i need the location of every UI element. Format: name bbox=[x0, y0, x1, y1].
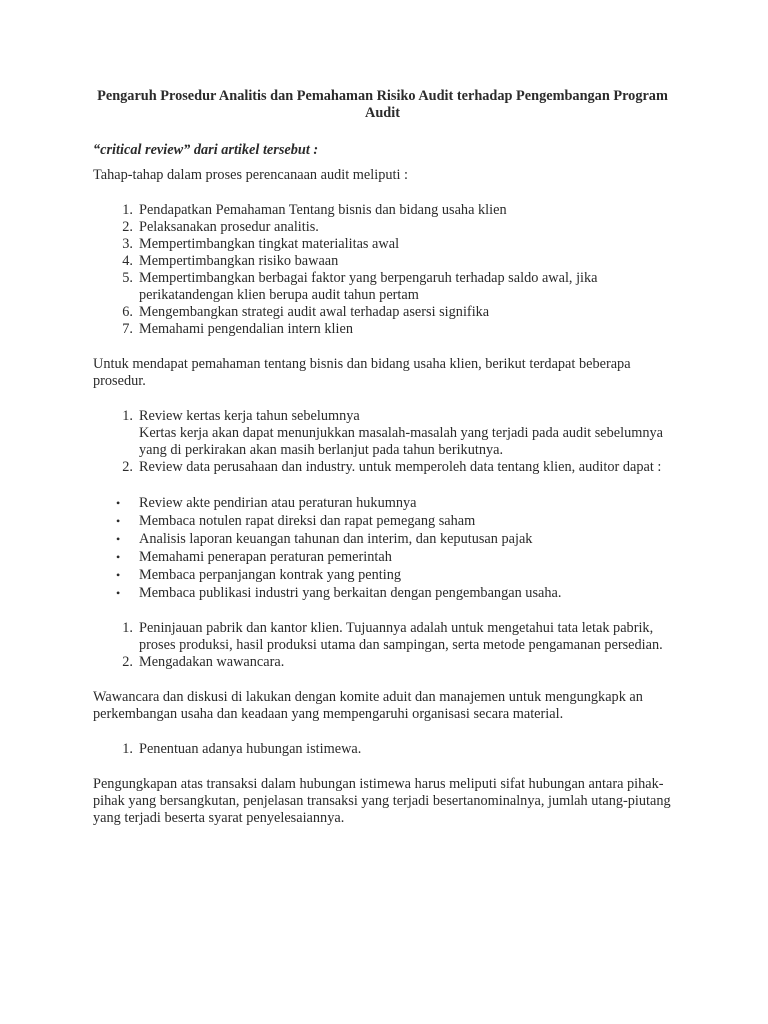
bullet-text: Membaca perpanjangan kontrak yang penting bbox=[139, 567, 402, 583]
bullet-icon: • bbox=[116, 532, 121, 546]
visits-list bbox=[93, 620, 672, 671]
bullet-icon: • bbox=[116, 568, 121, 582]
list-item bbox=[93, 321, 672, 338]
list-item bbox=[93, 459, 672, 476]
bullet-text: Membaca publikasi industri yang berkaitan dengan pengembangan usaha. bbox=[139, 585, 562, 601]
bullet-icon: • bbox=[116, 550, 121, 564]
interview-paragraph: Wawancara dan diskusi di lakukan dengan komite aduit dan manajemen untuk mengungkapk an perkembangan usaha dan keadaan yang mempengaruhi organisasi secara material. bbox=[93, 689, 643, 722]
list-number: 5. bbox=[122, 270, 133, 286]
list-item-text: Mempertimbangkan tingkat materialitas awal bbox=[139, 236, 400, 252]
document-title: Pengaruh Prosedur Analitis dan Pemahaman Risiko Audit terhadap Pengembangan Program Audit bbox=[97, 88, 668, 121]
list-number: 1. bbox=[122, 620, 133, 636]
bullet-text: Analisis laporan keuangan tahunan dan interim, dan keputusan pajak bbox=[139, 531, 533, 547]
intro-paragraph: Tahap-tahap dalam proses perencanaan audit meliputi : bbox=[93, 167, 408, 183]
bullet-item bbox=[93, 494, 672, 512]
list-number: 3. bbox=[122, 236, 133, 252]
data-review-bullets bbox=[93, 494, 672, 602]
list-number: 7. bbox=[122, 321, 133, 337]
list-number: 2. bbox=[122, 459, 133, 475]
bullet-item bbox=[93, 512, 672, 530]
special-relation-list bbox=[93, 741, 672, 758]
list-number: 2. bbox=[122, 219, 133, 235]
list-item-text: Pelaksanakan prosedur analitis. bbox=[139, 219, 319, 235]
bullet-text: Review akte pendirian atau peraturan hukumnya bbox=[139, 495, 417, 511]
list-item bbox=[93, 741, 672, 758]
list-item-text: Mengembangkan strategi audit awal terhadap asersi signifika bbox=[139, 304, 490, 320]
bullet-text: Membaca notulen rapat direksi dan rapat pemegang saham bbox=[139, 513, 476, 529]
list-item-text: Mengadakan wawancara. bbox=[139, 654, 285, 670]
document-subtitle: “critical review” dari artikel tersebut : bbox=[93, 142, 319, 158]
list-item bbox=[93, 202, 672, 219]
list-item-text: Memahami pengendalian intern klien bbox=[139, 321, 353, 337]
list-item bbox=[93, 620, 672, 654]
list-item bbox=[93, 304, 672, 321]
list-item-text: Pendapatkan Pemahaman Tentang bisnis dan bidang usaha klien bbox=[139, 202, 507, 218]
bullet-text: Memahami penerapan peraturan pemerintah bbox=[139, 549, 392, 565]
bullet-icon: • bbox=[116, 496, 121, 510]
bullet-item bbox=[93, 548, 672, 566]
list-number: 6. bbox=[122, 304, 133, 320]
list-item-text: Mempertimbangkan berbagai faktor yang berpengaruh terhadap saldo awal, jika perikatandengan klien berupa audit tahun pertam bbox=[139, 270, 598, 303]
bullet-icon: • bbox=[116, 514, 121, 528]
list-item-text: Mempertimbangkan risiko bawaan bbox=[139, 253, 339, 269]
list-item-text: Penentuan adanya hubungan istimewa. bbox=[139, 741, 362, 757]
list-number: 1. bbox=[122, 741, 133, 757]
list-number: 2. bbox=[122, 654, 133, 670]
bullet-icon: • bbox=[116, 586, 121, 600]
list-item bbox=[93, 408, 672, 459]
bullet-item bbox=[93, 584, 672, 602]
list-number: 1. bbox=[122, 202, 133, 218]
list-item bbox=[93, 219, 672, 236]
disclosure-paragraph: Pengungkapan atas transaksi dalam hubungan istimewa harus meliputi sifat hubungan antara pihak-pihak yang bersangkutan, penjelasan transaksi yang terjadi besertanominalnya, jumlah utang-piutang yang terjadi beserta syarat penyelesaiannya. bbox=[93, 776, 671, 826]
list-item-text: Peninjauan pabrik dan kantor klien. Tujuannya adalah untuk mengetahui tata letak pabrik, proses produksi, hasil produksi utama dan sampingan, serta metode pengamanan persedian. bbox=[139, 620, 663, 653]
list-item bbox=[93, 654, 672, 671]
list-item-text: Review data perusahaan dan industry. untuk memperoleh data tentang klien, auditor dapat : bbox=[139, 459, 662, 475]
list-item bbox=[93, 236, 672, 253]
understanding-paragraph: Untuk mendapat pemahaman tentang bisnis dan bidang usaha klien, berikut terdapat beberapa prosedur. bbox=[93, 356, 631, 389]
list-item-detail: Kertas kerja akan dapat menunjukkan masalah-masalah yang terjadi pada audit sebelumnya yang di perkirakan akan masih berlanjut pada tahun berikutnya. bbox=[139, 425, 664, 458]
procedures-list bbox=[93, 408, 672, 476]
list-item bbox=[93, 270, 672, 304]
list-number: 4. bbox=[122, 253, 133, 269]
stages-list bbox=[93, 202, 672, 338]
list-number: 1. bbox=[122, 408, 133, 424]
bullet-item bbox=[93, 566, 672, 584]
list-item-text: Review kertas kerja tahun sebelumnya bbox=[139, 408, 360, 424]
bullet-item bbox=[93, 530, 672, 548]
list-item bbox=[93, 253, 672, 270]
